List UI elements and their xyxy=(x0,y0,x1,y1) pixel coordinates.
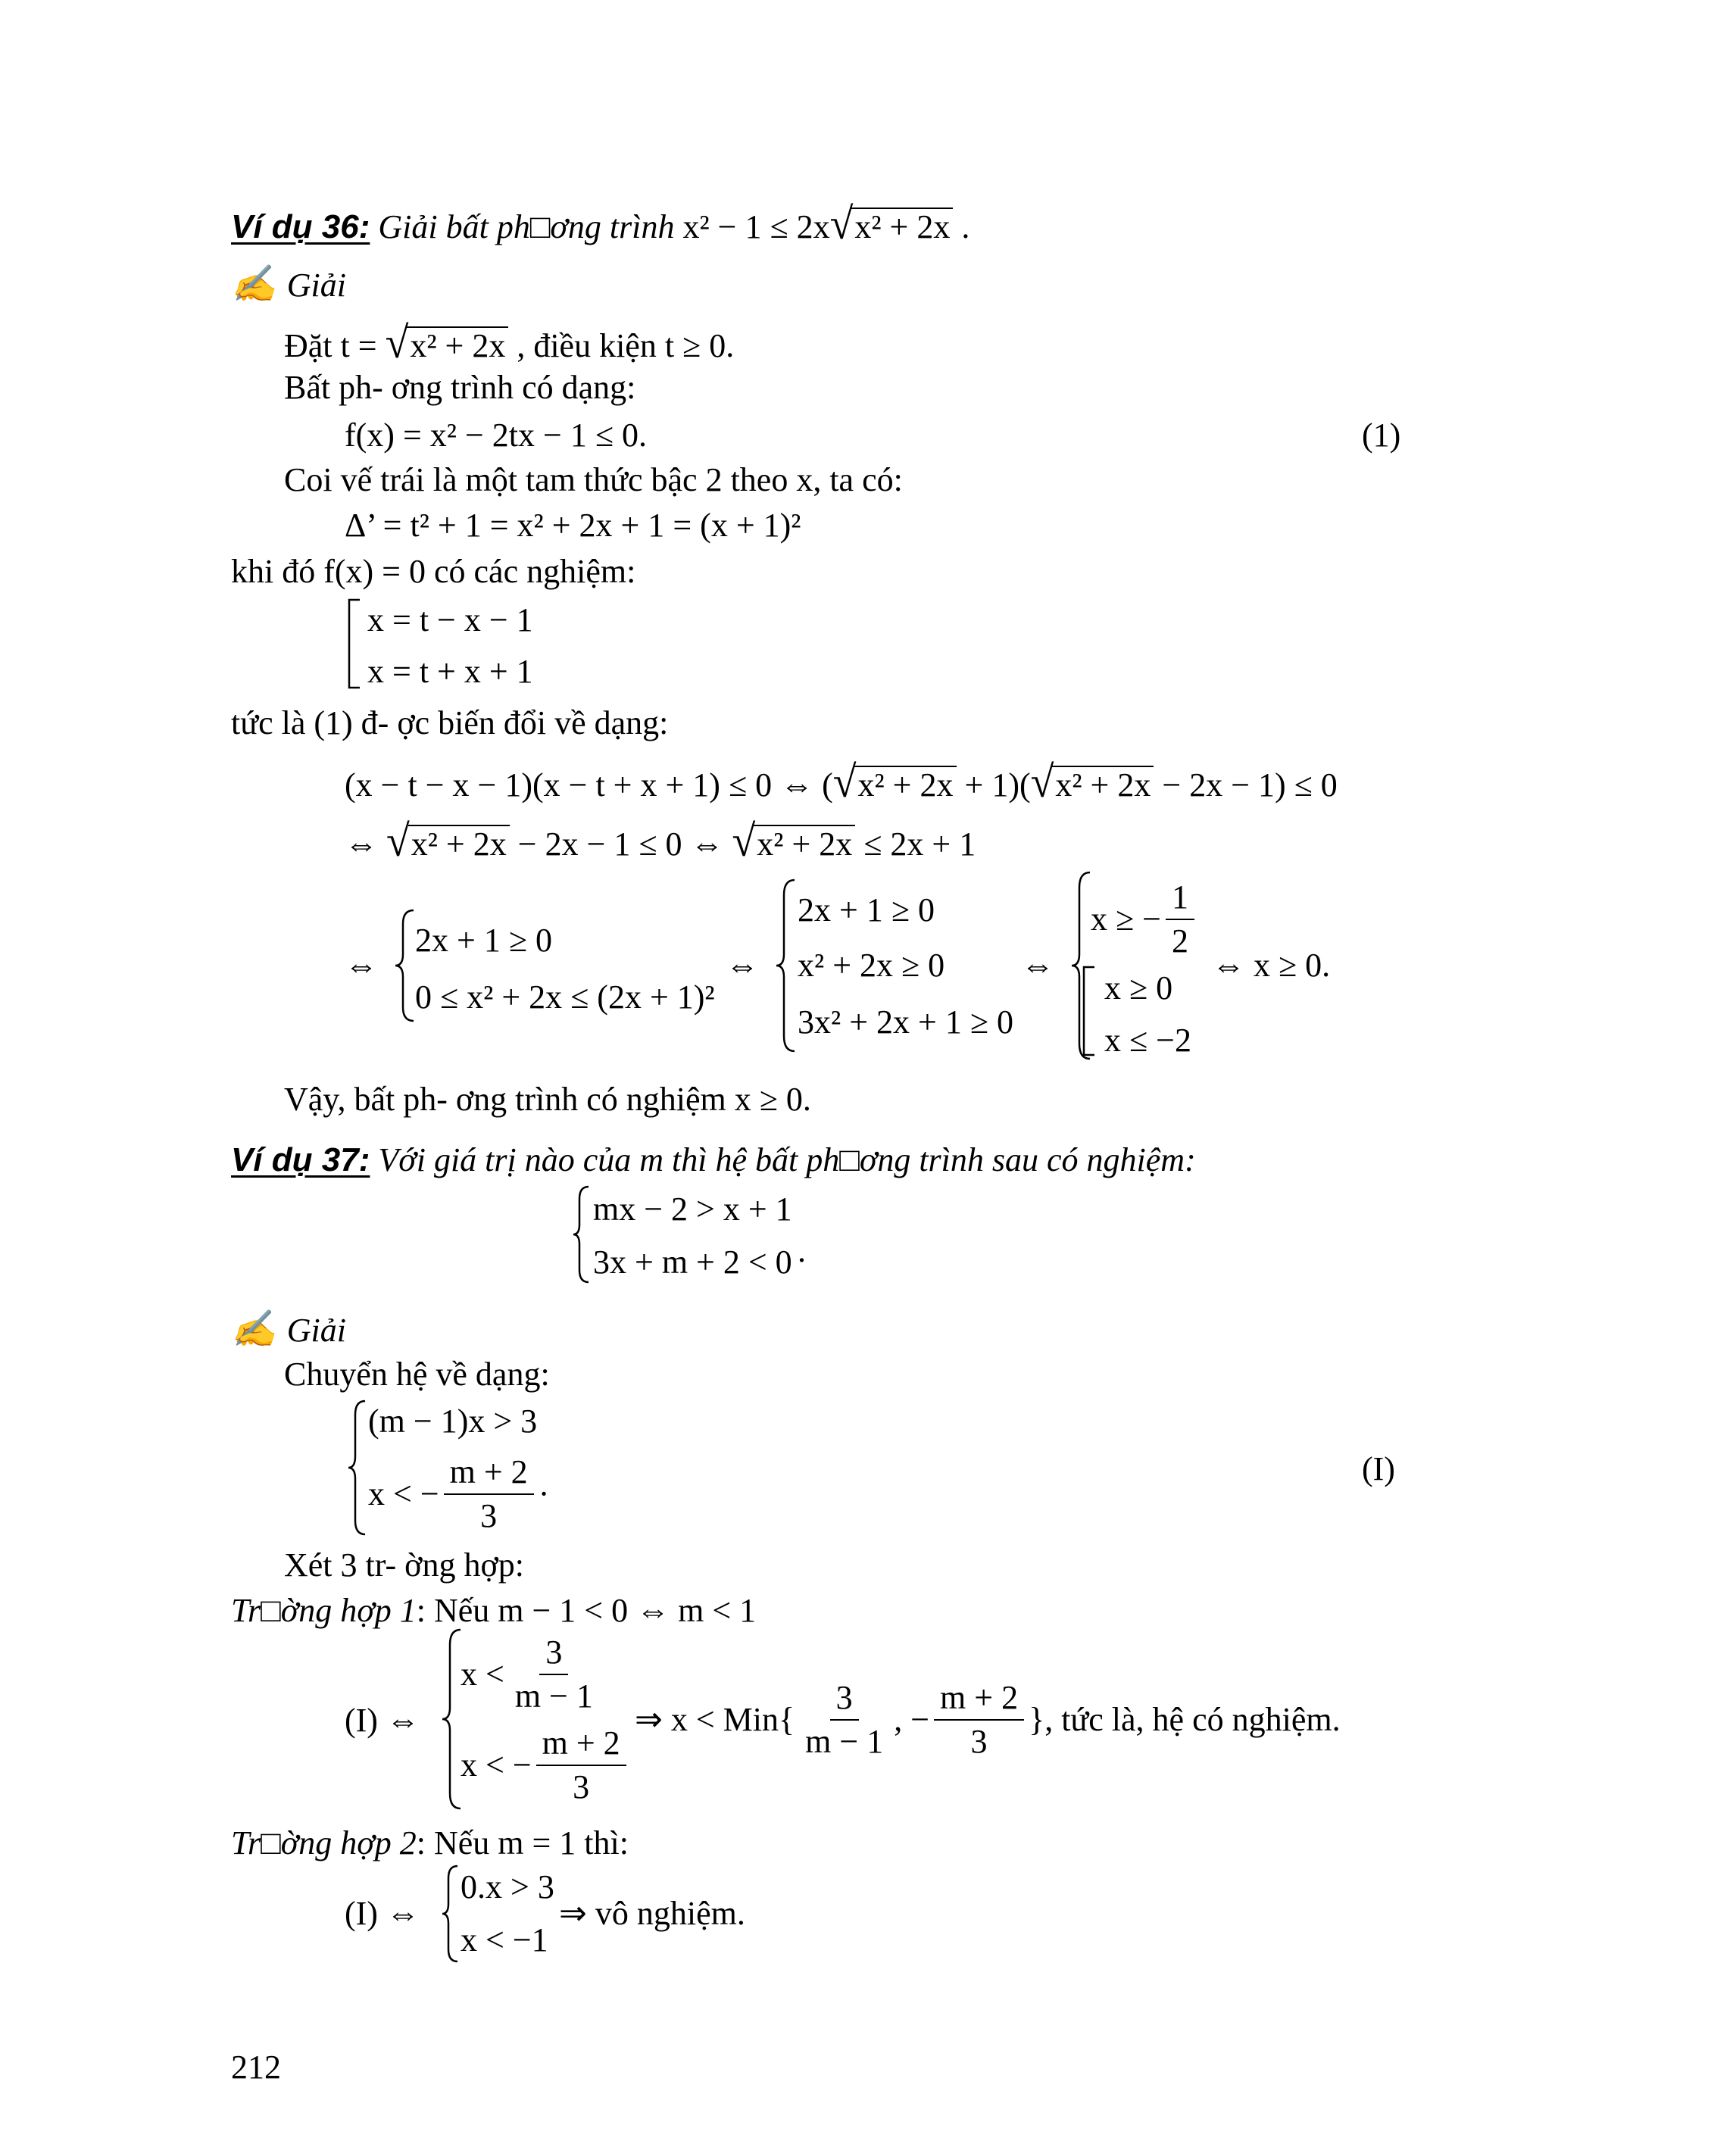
final-result: ⇔ x ≥ 0. xyxy=(1212,947,1331,984)
text: , − xyxy=(894,1701,930,1738)
case-2-prefix: (I) ⇔ xyxy=(345,1895,420,1932)
system-c-2: x ≥ 0 xyxy=(1104,969,1173,1006)
sqrt-icon: √ xyxy=(829,199,854,249)
brace-icon xyxy=(394,909,417,1022)
case-1-sys-2 xyxy=(461,1724,631,1805)
brace-icon xyxy=(775,878,798,1053)
system-b-3: 3x² + 2x + 1 ≥ 0 xyxy=(798,1003,1013,1041)
text: }, tức là, hệ có nghiệm. xyxy=(1029,1701,1341,1738)
radicand: x² + 2x xyxy=(1052,766,1154,802)
text: − 2x − 1) ≤ 0 xyxy=(1162,766,1338,804)
brace-icon xyxy=(347,1400,368,1536)
period: . xyxy=(798,1232,806,1269)
iff-symbol: ⇔ xyxy=(1021,947,1054,984)
equation-tag-1: (1) xyxy=(1362,417,1401,454)
text: + 1)( xyxy=(964,766,1031,804)
text: x < − xyxy=(368,1475,439,1512)
pen-icon: ✍ xyxy=(231,1309,276,1350)
example-36-prompt: Giải bất ph□ơng trình xyxy=(378,208,675,245)
system-a-2: 0 ≤ x² + 2x ≤ (2x + 1)² xyxy=(415,978,715,1016)
text: ⇔ xyxy=(345,825,378,863)
case-1-prefix: (I) ⇔ xyxy=(345,1702,420,1739)
case-1-heading xyxy=(231,1594,756,1627)
iff-symbol: ⇔ xyxy=(726,947,759,984)
denominator: 3 xyxy=(573,1768,590,1805)
text: (x − t − x − 1)(x − t + x + 1) ≤ 0 ⇔ ( xyxy=(345,766,833,804)
period: . xyxy=(961,208,970,245)
text: x < − xyxy=(461,1746,532,1783)
case-2-label: Tr□ờng hợp 2 xyxy=(231,1824,417,1861)
solution-label: Giải xyxy=(286,1312,346,1349)
fraction xyxy=(1166,878,1194,960)
system-b-1: 2x + 1 ≥ 0 xyxy=(798,891,935,928)
bracket-icon xyxy=(1079,966,1097,1056)
text: x ≥ − xyxy=(1091,900,1161,938)
case-2-sys-1: 0.x > 3 xyxy=(461,1868,554,1905)
s36-line7: tức là (1) đ- ợc biến đổi về dạng: xyxy=(231,704,669,741)
text: ≤ 2x + 1 xyxy=(863,825,976,863)
case-2-text: : Nếu m = 1 thì: xyxy=(416,1824,629,1861)
case-1-sys-1 xyxy=(461,1636,604,1713)
text: Đặt t = xyxy=(284,327,377,364)
example-37-prompt: Với giá trị nào của m thì hệ bất ph□ơng trình sau có nghiệm: xyxy=(378,1141,1196,1178)
denominator: 3 xyxy=(480,1497,498,1534)
denominator: 3 xyxy=(970,1723,988,1760)
numerator: m + 2 xyxy=(934,1681,1024,1721)
dot: · xyxy=(538,1475,550,1512)
sqrt-icon: √ xyxy=(732,816,756,866)
iff-symbol: ⇔ xyxy=(345,947,378,984)
example-36-ineq-left: x² − 1 ≤ 2x xyxy=(682,208,830,245)
numerator: 1 xyxy=(1166,881,1194,920)
s36-line6: khi đó f(x) = 0 có các nghiệm: xyxy=(231,553,636,590)
ex37-system-1: mx − 2 > x + 1 xyxy=(593,1191,792,1228)
s37-system-1: (m − 1)x > 3 xyxy=(368,1403,538,1440)
solution-label: Giải xyxy=(286,267,346,304)
fraction xyxy=(444,1453,534,1534)
s37-line1: Chuyển hệ về dạng: xyxy=(284,1356,550,1393)
s36-line8 xyxy=(345,757,1338,807)
case-1-text: : Nếu m − 1 < 0 ⇔ m < 1 xyxy=(416,1592,757,1629)
fraction xyxy=(799,1681,889,1758)
solution-heading xyxy=(231,264,346,304)
s36-line9 xyxy=(345,816,976,866)
system-c-1 xyxy=(1091,878,1199,960)
brace-icon xyxy=(572,1185,592,1284)
numerator: 3 xyxy=(830,1681,859,1721)
text: − 2x − 1 ≤ 0 ⇔ xyxy=(517,825,724,863)
root-2: x = t + x + 1 xyxy=(367,653,533,690)
solution-heading xyxy=(231,1309,346,1350)
sqrt-icon: √ xyxy=(832,757,857,807)
sqrt-icon: √ xyxy=(385,318,409,368)
radicand: x² + 2x xyxy=(754,825,855,861)
s37-line2: Xét 3 tr- ờng hợp: xyxy=(284,1546,524,1584)
bracket-icon xyxy=(345,598,363,689)
page-number: 212 xyxy=(231,2049,281,2086)
radicand: x² + 2x xyxy=(407,326,508,363)
example-36-heading xyxy=(231,199,970,249)
case-2-result: ⇒ vô nghiệm. xyxy=(559,1895,745,1932)
s36-conclusion: Vậy, bất ph- ơng trình có nghiệm x ≥ 0. xyxy=(284,1081,811,1118)
example-37-label: Ví dụ 37: xyxy=(231,1141,370,1178)
example-36-label: Ví dụ 36: xyxy=(231,208,370,245)
numerator: 3 xyxy=(539,1636,568,1675)
radicand: x² + 2x xyxy=(854,766,956,802)
fraction xyxy=(536,1724,626,1805)
text: , điều kiện t ≥ 0. xyxy=(517,327,735,364)
text: x < xyxy=(461,1655,504,1693)
s36-line1 xyxy=(284,318,735,368)
system-b-2: x² + 2x ≥ 0 xyxy=(798,947,945,984)
pen-icon: ✍ xyxy=(231,264,276,304)
denominator: 2 xyxy=(1171,922,1188,960)
s36-line4: Coi vế trái là một tam thức bậc 2 theo x, ta có: xyxy=(284,461,903,498)
s36-line5: Δ’ = t² + 1 = x² + 2x + 1 = (x + 1)² xyxy=(345,507,801,544)
fraction xyxy=(509,1636,599,1713)
brace-icon xyxy=(441,1865,461,1963)
numerator: m + 2 xyxy=(444,1456,534,1495)
sqrt-icon: √ xyxy=(386,816,410,866)
radicand: x² + 2x xyxy=(408,825,510,861)
ex37-system-2: 3x + m + 2 < 0 xyxy=(593,1244,792,1281)
numerator: m + 2 xyxy=(536,1727,626,1766)
s36-line2: Bất ph- ơng trình có dạng: xyxy=(284,369,636,406)
root-1: x = t − x − 1 xyxy=(367,601,533,638)
example-37-heading xyxy=(231,1141,1196,1178)
s36-line3: f(x) = x² − 2tx − 1 ≤ 0. xyxy=(345,417,647,454)
case-1-label: Tr□ờng hợp 1 xyxy=(231,1592,417,1629)
fraction xyxy=(934,1681,1024,1758)
text: ⇒ x < Min{ xyxy=(635,1701,795,1738)
s37-system-2 xyxy=(368,1453,550,1534)
system-a-1: 2x + 1 ≥ 0 xyxy=(415,922,552,959)
case-2-sys-2: x < −1 xyxy=(461,1921,548,1958)
denominator: m − 1 xyxy=(514,1677,593,1715)
equation-tag-I: (I) xyxy=(1362,1450,1395,1487)
case-1-result xyxy=(635,1681,1341,1758)
system-c-3: x ≤ −2 xyxy=(1104,1022,1191,1059)
denominator: m − 1 xyxy=(805,1723,884,1760)
example-36-radicand: x² + 2x xyxy=(851,208,953,244)
case-2-heading xyxy=(231,1824,629,1861)
sqrt-icon: √ xyxy=(1030,757,1054,807)
